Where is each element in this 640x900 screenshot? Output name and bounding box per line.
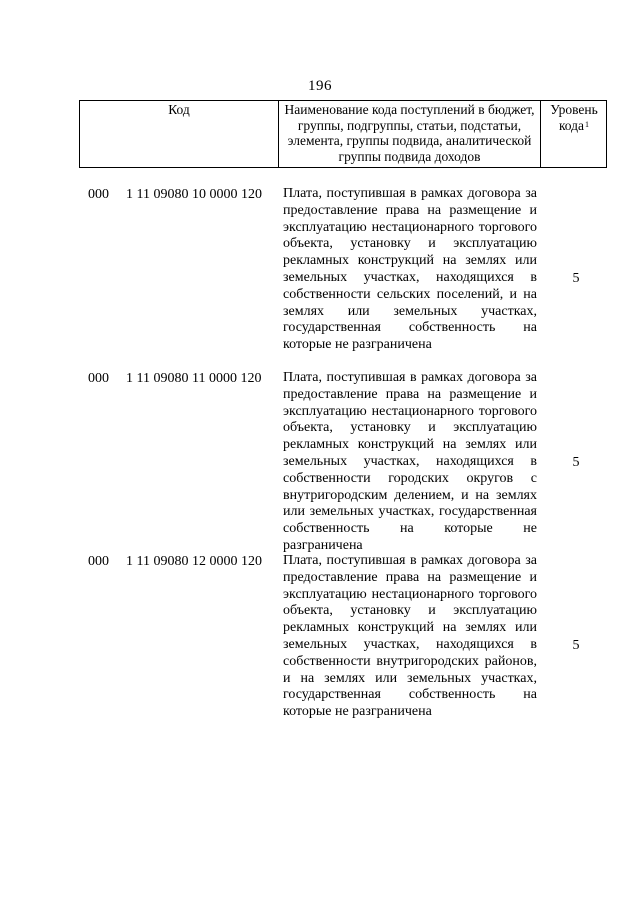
header-code: Код — [80, 101, 279, 167]
budget-code: 1 11 09080 10 0000 120 — [126, 187, 262, 202]
header-level-footnote: 1 — [585, 119, 590, 129]
header-name: Наименование кода поступлений в бюджет, группы, подгруппы, статьи, подстатьи, элемента, группы подвида, аналитической группы подвида доходов — [279, 101, 541, 167]
row-level: 5 — [572, 455, 580, 470]
table-header — [79, 100, 607, 168]
row-description: Плата, поступившая в рамках договора за предоставление права на размещение и эксплуатацию нестационарного торгового объекта, установку и эксплуатацию рекламных конструкций на землях или земельных участках, находящихся в собственности городских округов с внутригородским делением, и на землях или земельных участках, государственная собственность на которые не разграничена — [283, 370, 537, 553]
admin-code: 000 — [88, 371, 109, 386]
row-level: 5 — [572, 271, 580, 286]
admin-code: 000 — [88, 554, 109, 569]
header-level-label: Уровень кода — [550, 102, 598, 133]
row-description: Плата, поступившая в рамках договора за предоставление права на размещение и эксплуатацию нестационарного торгового объекта, установку и эксплуатацию рекламных конструкций на землях или земельных участках, находящихся в собственности внутригородских районов, и на землях или земельных участках, государственная собственность на которые не разграничена — [283, 553, 537, 720]
row-level: 5 — [572, 638, 580, 653]
row-description: Плата, поступившая в рамках договора за предоставление права на размещение и эксплуатацию нестационарного торгового объекта, установку и эксплуатацию рекламных конструкций на землях или земельных участках, находящихся в собственности сельских поселений, и на землях или земельных участках, государственная собственность на которые не разграничена — [283, 186, 537, 353]
budget-code: 1 11 09080 12 0000 120 — [126, 554, 262, 569]
budget-code: 1 11 09080 11 0000 120 — [126, 371, 262, 386]
page-number: 196 — [308, 78, 332, 94]
header-level — [541, 101, 607, 167]
admin-code: 000 — [88, 187, 109, 202]
